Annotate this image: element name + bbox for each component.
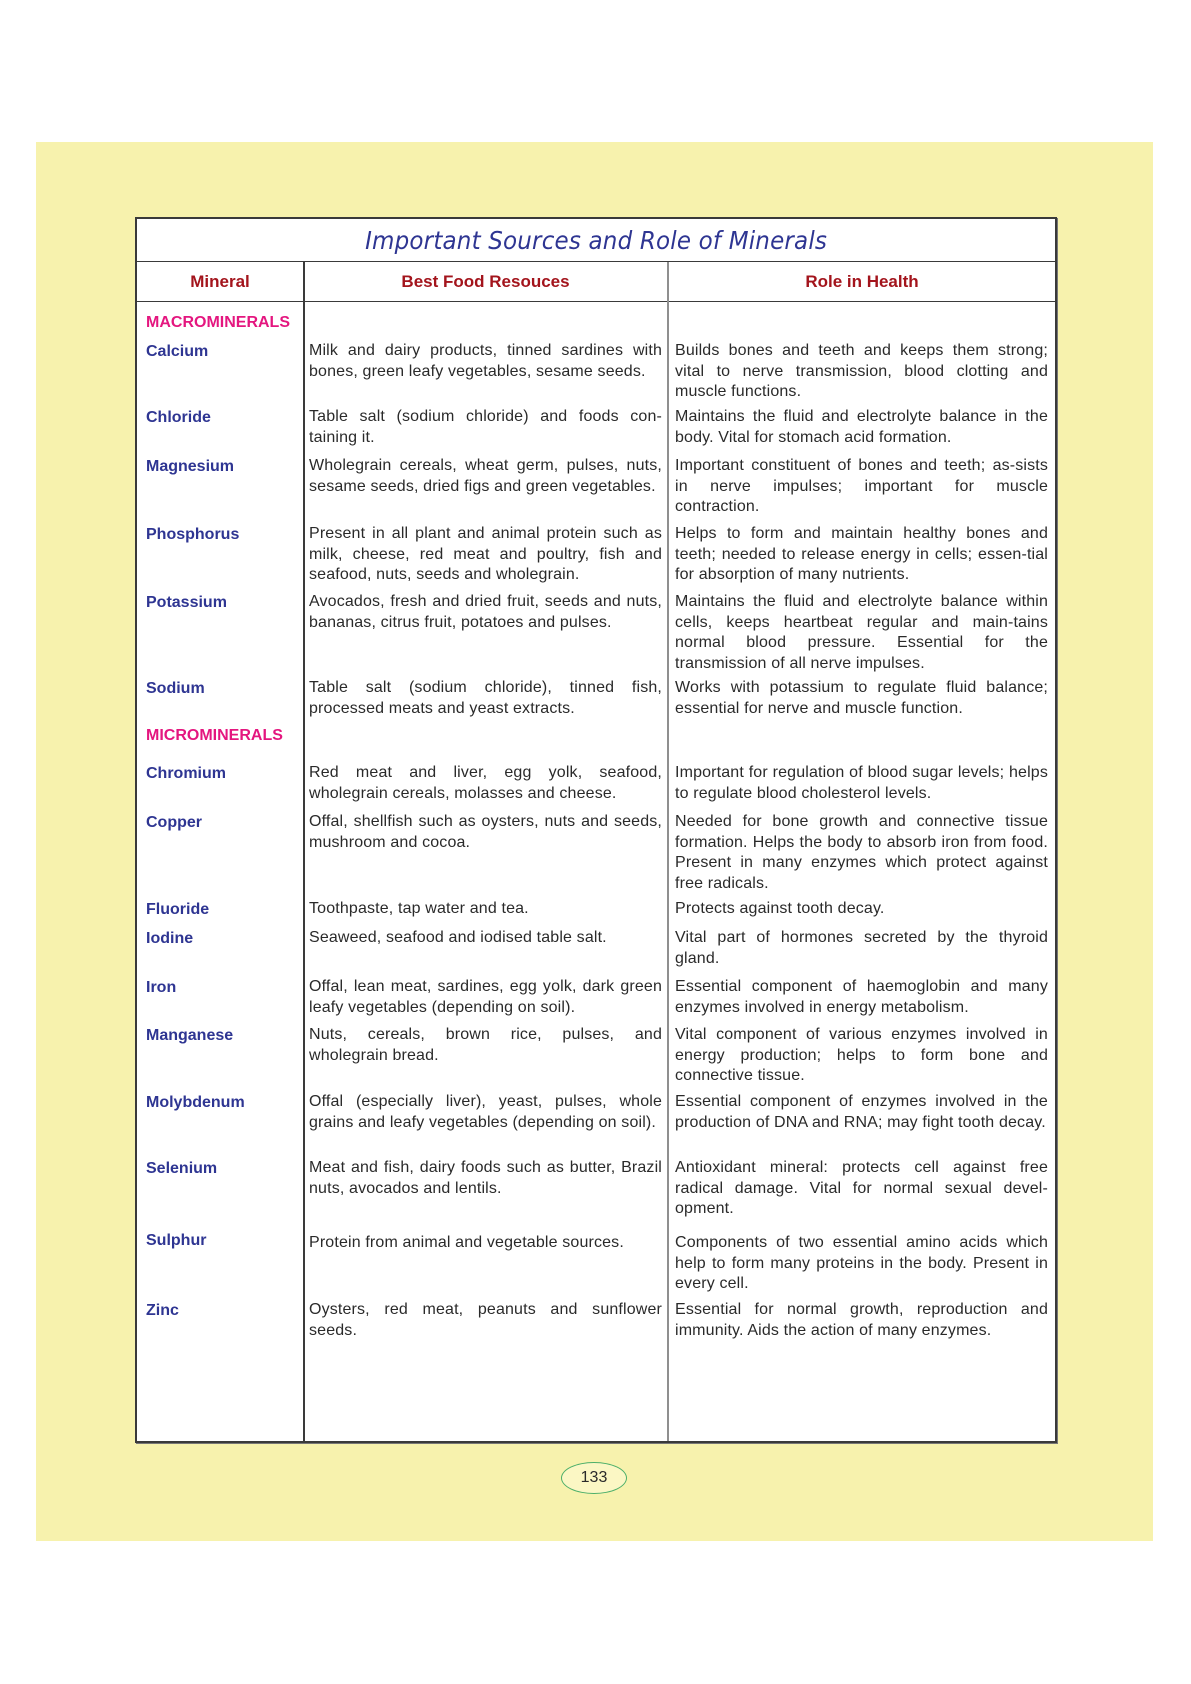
food-sources: Table salt (sodium chloride), tinned fish, processed meats and yeast extracts. <box>309 679 662 717</box>
health-role: Maintains the fluid and electrolyte balance in the body. Vital for stomach acid formation. <box>675 408 1048 446</box>
health-role: Essential component of haemoglobin and many enzymes involved in energy metabolism. <box>675 978 1048 1016</box>
mineral-name: Chloride <box>146 409 211 426</box>
section-label-microminerals: MICROMINERALS <box>146 727 283 744</box>
food-sources: Present in all plant and animal protein such as milk, cheese, red meat and poultry, fish and seafood, nuts, seeds and wholegrain. <box>309 525 662 583</box>
mineral-name: Potassium <box>146 594 227 611</box>
mineral-name: Iron <box>146 979 177 996</box>
food-sources: Protein from animal and vegetable sources. <box>309 1234 624 1251</box>
food-sources: Avocados, fresh and dried fruit, seeds and nuts, bananas, citrus fruit, potatoes and pulses. <box>309 593 662 631</box>
table-body <box>137 219 1055 1441</box>
header-food: Best Food Resouces <box>401 271 570 291</box>
mineral-name: Sodium <box>146 680 205 697</box>
mineral-name: Sulphur <box>146 1232 207 1249</box>
health-role: Important constituent of bones and teeth; as-sists in nerve impulses; important for muscle contraction. <box>675 457 1048 515</box>
health-role: Works with potassium to regulate fluid balance; essential for nerve and muscle function. <box>675 679 1048 717</box>
mineral-name: Zinc <box>146 1302 179 1319</box>
mineral-name: Calcium <box>146 343 209 360</box>
mineral-name: Fluoride <box>146 901 210 918</box>
page-title: Important Sources and Role of Minerals <box>365 225 827 255</box>
page-number: 133 <box>561 1462 627 1494</box>
food-sources: Offal, shellfish such as oysters, nuts and seeds, mushroom and cocoa. <box>309 813 662 851</box>
health-role: Builds bones and teeth and keeps them strong; vital to nerve transmission, blood clotting and muscle functions. <box>675 342 1048 400</box>
food-sources: Offal (especially liver), yeast, pulses, whole grains and leafy vegetables (depending on soil). <box>309 1093 662 1131</box>
health-role: Helps to form and maintain healthy bones and teeth; needed to release energy in cells; essen-tial for absorption of many nutrients. <box>675 525 1048 583</box>
section-label-macrominerals: MACROMINERALS <box>146 314 290 331</box>
header-role: Role in Health <box>805 271 919 291</box>
health-role: Vital part of hormones secreted by the thyroid gland. <box>675 929 1048 967</box>
food-sources: Wholegrain cereals, wheat germ, pulses, nuts, sesame seeds, dried figs and green vegetables. <box>309 457 662 495</box>
mineral-name: Phosphorus <box>146 526 240 543</box>
food-sources: Table salt (sodium chloride) and foods con-taining it. <box>309 408 662 446</box>
mineral-name: Magnesium <box>146 458 235 475</box>
mineral-name: Iodine <box>146 930 194 947</box>
health-role: Maintains the fluid and electrolyte balance within cells, keeps heartbeat regular and main-tains normal blood pressure. Essential for the transmission of all nerve impulses. <box>675 593 1048 672</box>
food-sources: Oysters, red meat, peanuts and sunflower seeds. <box>309 1301 662 1339</box>
health-role: Important for regulation of blood sugar levels; helps to regulate blood cholesterol levels. <box>675 764 1048 802</box>
health-role: Needed for bone growth and connective tissue formation. Helps the body to absorb iron from food. Present in many enzymes which protect against free radicals. <box>675 813 1048 892</box>
health-role: Essential for normal growth, reproduction and immunity. Aids the action of many enzymes. <box>675 1301 1048 1339</box>
food-sources: Nuts, cereals, brown rice, pulses, and wholegrain bread. <box>309 1026 662 1064</box>
health-role: Protects against tooth decay. <box>675 900 885 917</box>
food-sources: Seaweed, seafood and iodised table salt. <box>309 929 607 946</box>
health-role: Essential component of enzymes involved in the production of DNA and RNA; may fight tooth decay. <box>675 1093 1048 1131</box>
health-role: Vital component of various enzymes involved in energy production; helps to form bone and connective tissue. <box>675 1026 1048 1084</box>
mineral-name: Molybdenum <box>146 1094 245 1111</box>
mineral-name: Chromium <box>146 765 226 782</box>
food-sources: Toothpaste, tap water and tea. <box>309 900 529 917</box>
food-sources: Meat and fish, dairy foods such as butter, Brazil nuts, avocados and lentils. <box>309 1159 662 1197</box>
food-sources: Red meat and liver, egg yolk, seafood, wholegrain cereals, molasses and cheese. <box>309 764 662 802</box>
health-role: Components of two essential amino acids which help to form many proteins in the body. Present in every cell. <box>675 1234 1048 1292</box>
header-mineral: Mineral <box>190 271 250 291</box>
mineral-name: Manganese <box>146 1027 234 1044</box>
mineral-name: Selenium <box>146 1160 218 1177</box>
food-sources: Milk and dairy products, tinned sardines with bones, green leafy vegetables, sesame seeds. <box>309 342 662 380</box>
minerals-table <box>135 217 1057 1443</box>
health-role: Antioxidant mineral: protects cell against free radical damage. Vital for normal sexual devel-opment. <box>675 1159 1048 1217</box>
food-sources: Offal, lean meat, sardines, egg yolk, dark green leafy vegetables (depending on soil). <box>309 978 662 1016</box>
mineral-name: Copper <box>146 814 202 831</box>
